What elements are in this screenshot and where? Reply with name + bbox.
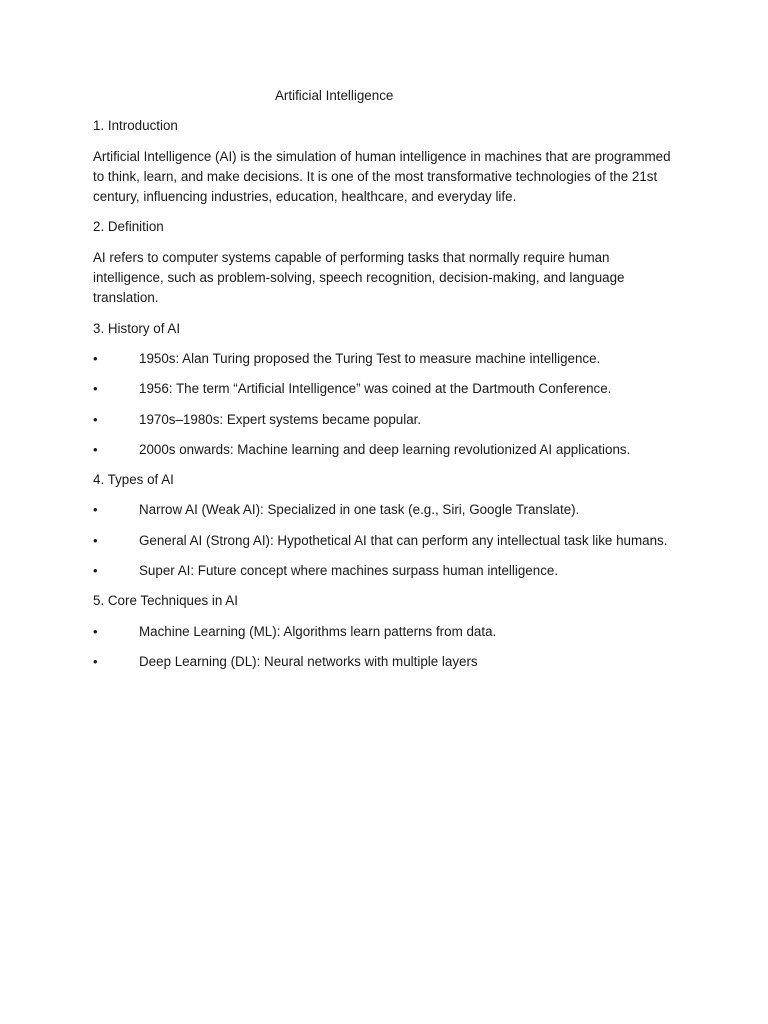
- bullet-icon: •: [93, 411, 98, 427]
- bullet-icon: •: [93, 502, 98, 518]
- section-heading-core-techniques: 5. Core Techniques in AI: [93, 593, 238, 609]
- bullet-icon: •: [93, 532, 98, 548]
- list-item-text: Narrow AI (Weak AI): Specialized in one task (e.g., Siri, Google Translate).: [139, 502, 580, 518]
- list-item: [93, 652, 683, 672]
- list-item-text: Deep Learning (DL): Neural networks with multiple layers: [139, 653, 478, 669]
- document-title: Artificial Intelligence: [275, 88, 394, 103]
- list-item: [93, 379, 683, 399]
- definition-paragraph: AI refers to computer systems capable of performing tasks that normally require human intelligence, such as problem-solving, speech recognition, decision-making, and language translation.: [93, 249, 625, 306]
- list-item: [93, 349, 683, 369]
- list-item: [93, 622, 683, 642]
- bullet-icon: •: [93, 350, 98, 366]
- bullet-icon: •: [93, 623, 98, 639]
- bullet-icon: •: [93, 381, 98, 397]
- list-item-text: 1950s: Alan Turing proposed the Turing Test to measure machine intelligence.: [139, 350, 601, 366]
- section-heading-types: 4. Types of AI: [93, 472, 174, 488]
- list-item-text: 1956: The term “Artificial Intelligence” was coined at the Dartmouth Conference.: [139, 381, 612, 397]
- list-item-text: Super AI: Future concept where machines surpass human intelligence.: [139, 563, 559, 579]
- list-item-text: Machine Learning (ML): Algorithms learn patterns from data.: [139, 623, 497, 639]
- section-heading-history: 3. History of AI: [93, 320, 181, 336]
- bullet-icon: •: [93, 653, 98, 669]
- list-item-text: 1970s–1980s: Expert systems became popular.: [139, 411, 422, 427]
- document-body: [93, 86, 683, 682]
- bullet-icon: •: [93, 441, 98, 457]
- list-item-text: General AI (Strong AI): Hypothetical AI that can perform any intellectual task like humans.: [139, 532, 668, 548]
- list-item: [93, 440, 683, 460]
- introduction-paragraph: Artificial Intelligence (AI) is the simulation of human intelligence in machines that are programmed to think, learn, and make decisions. It is one of the most transformative technologies of the 21st century, influencing industries, education, healthcare, and everyday life.: [93, 148, 671, 205]
- list-item: [93, 500, 683, 520]
- section-heading-definition: 2. Definition: [93, 219, 164, 235]
- list-item: [93, 561, 683, 581]
- list-item: [93, 410, 683, 430]
- section-heading-introduction: 1. Introduction: [93, 118, 178, 134]
- list-item-text: 2000s onwards: Machine learning and deep learning revolutionized AI applications.: [139, 441, 631, 457]
- list-item: [93, 531, 683, 551]
- bullet-icon: •: [93, 563, 98, 579]
